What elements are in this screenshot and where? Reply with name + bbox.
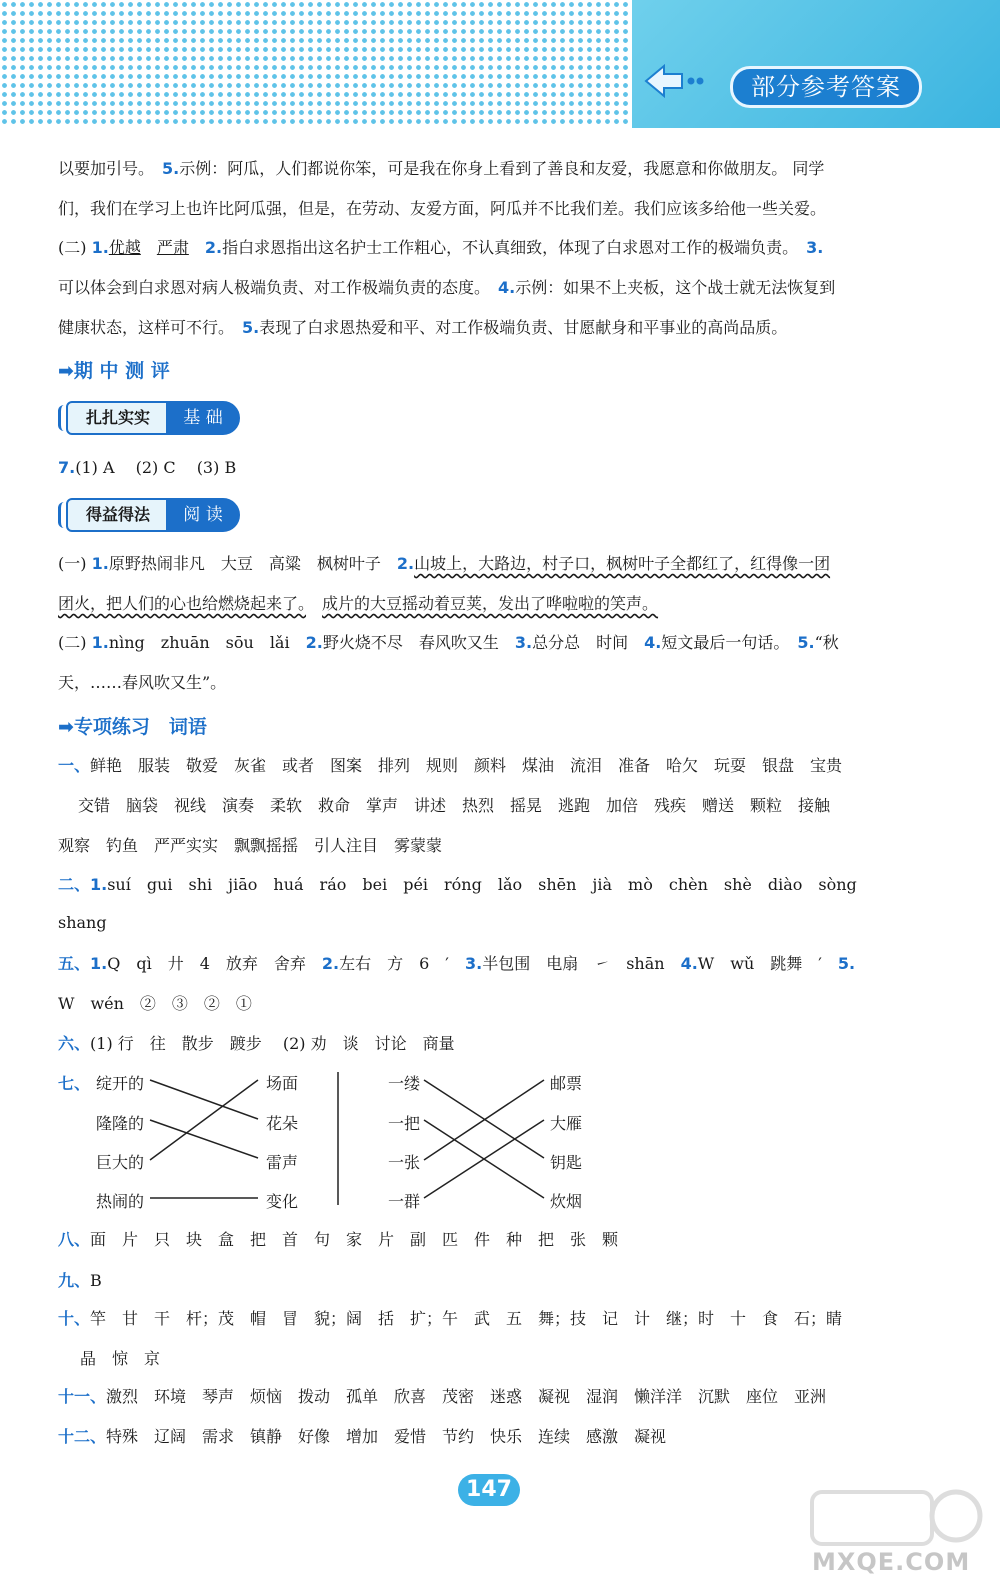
answer-line: (一) 1.原野热闹非凡 大豆 高粱 枫树叶子 2.山坡上，大路边，村子口，枫树叶子全都红了，红得像一团 (58, 554, 831, 573)
answer-line: 六、(1) 行 往 散步 踱步 (2) 劝 谈 讨论 商量 (58, 1034, 455, 1053)
match-right-a-2: 花朵 (266, 1114, 299, 1133)
match-left-b-4: 一群 (388, 1192, 421, 1211)
answer-line: 观察 钓鱼 严严实实 飘飘摇摇 引人注目 雾蒙蒙 (58, 836, 443, 855)
section-heading-midterm: ➡期 中 测 评 (58, 360, 170, 382)
answer-line: 二、1.suí gui shi jiāo huá ráo bei péi róng lǎo shēn jià mò chèn shè diào sòng (58, 875, 857, 894)
section-heading-special: ➡专项练习 词语 (58, 716, 207, 738)
answer-line: 天，……春风吹又生”。 (58, 673, 227, 692)
answer-line: 晶 惊 京 (80, 1349, 161, 1368)
answer-line: 可以体会到白求恩对病人极端负责、对工作极端负责的态度。 4.示例：如果不上夹板，这个战士就无法恢复到 (58, 278, 836, 297)
answer-line: 交错 脑袋 视线 演奏 柔软 救命 掌声 讲述 热烈 摇晃 逃跑 加倍 残疾 赠送 颗粒 接触 (78, 796, 831, 815)
answer-line: W wén ② ③ ② ① (58, 994, 252, 1013)
answer-line: 九、B (58, 1271, 102, 1290)
match-left-b-3: 一张 (388, 1153, 421, 1172)
answer-line: 以要加引号。 5.示例：阿瓜，人们都说你笨，可是我在你身上看到了善良和友爱，我愿意和你做朋友。 同学 (58, 159, 825, 178)
match-right-b-2: 大雁 (550, 1114, 583, 1133)
answer-line: 7.(1) A (2) C (3) B (58, 458, 237, 477)
answer-line: 十二、特殊 辽阔 需求 镇静 好像 增加 爱惜 节约 快乐 连续 感激 凝视 (58, 1427, 667, 1446)
match-left-a-1: 绽开的 (96, 1074, 145, 1093)
page-number: 147 (458, 1474, 520, 1506)
match-left-b-1: 一缕 (388, 1074, 421, 1093)
answer-line: shang (58, 913, 107, 932)
answer-line: (二) 1.nìng zhuān sōu lǎi 2.野火烧不尽 春风吹又生 3.总分总 时间 4.短文最后一句话。 5.“秋 (58, 633, 839, 652)
match-left-a-4: 热闹的 (96, 1192, 145, 1211)
match-left-a-2: 隆隆的 (96, 1114, 145, 1133)
match-right-a-4: 变化 (266, 1192, 299, 1211)
answer-line: 健康状态，这样可不行。 5.表现了白求恩热爱和平、对工作极端负责、甘愿献身和平事业的高尚品质。 (58, 318, 788, 337)
match-left-a-3: 巨大的 (96, 1153, 145, 1172)
match-right-b-3: 钥匙 (550, 1153, 583, 1172)
match-right-a-1: 场面 (266, 1074, 299, 1093)
match-right-b-4: 炊烟 (550, 1192, 583, 1211)
badge-basics: 扎扎实实 基 础 (58, 401, 238, 435)
answer-line: 八、面 片 只 块 盒 把 首 句 家 片 副 匹 件 种 把 张 颗 (58, 1230, 619, 1249)
answer-line: 五、1.Q qì 廾 4 放弃 舍弃 2.左右 方 6 ′ 3.半包围 电扇 ㇀ shān 4.W wǔ 跳舞 ′ 5. (58, 954, 856, 973)
item-number: 七、 (58, 1074, 91, 1093)
match-right-b-1: 邮票 (550, 1074, 583, 1093)
badge-reading: 得益得法 阅 读 (58, 498, 238, 532)
answer-line: 团火，把人们的心也给燃烧起来了。 成片的大豆摇动着豆荚，发出了哗啦啦的笑声。 (58, 594, 659, 613)
match-left-b-2: 一把 (388, 1114, 421, 1133)
answer-line: 十、竿 甘 干 杆；茂 帽 冒 貌；阔 括 扩；午 武 五 舞；技 记 计 继；时 十 食 石；睛 (58, 1309, 843, 1328)
answer-line: (二) 1.优越 严肃 2.指白求恩指出这名护士工作粗心，不认真细致，体现了白求恩对工作的极端负责。 3. (58, 238, 824, 257)
match-right-a-3: 雷声 (266, 1153, 299, 1172)
answer-line: 十一、激烈 环境 琴声 烦恼 拨动 孤单 欣喜 茂密 迷惑 凝视 湿润 懒洋洋 沉默 座位 亚洲 (58, 1387, 827, 1406)
watermark-text: MXQE.COM (812, 1548, 971, 1576)
header-title: 部分参考答案 (730, 66, 922, 108)
answer-line: 一、鲜艳 服装 敬爱 灰雀 或者 图案 排列 规则 颜料 煤油 流泪 准备 哈欠 玩耍 银盘 宝贵 (58, 756, 843, 775)
answer-line: 们，我们在学习上也许比阿瓜强，但是，在劳动、友爱方面，阿瓜并不比我们差。我们应该多给他一些关爱。 (58, 199, 827, 218)
